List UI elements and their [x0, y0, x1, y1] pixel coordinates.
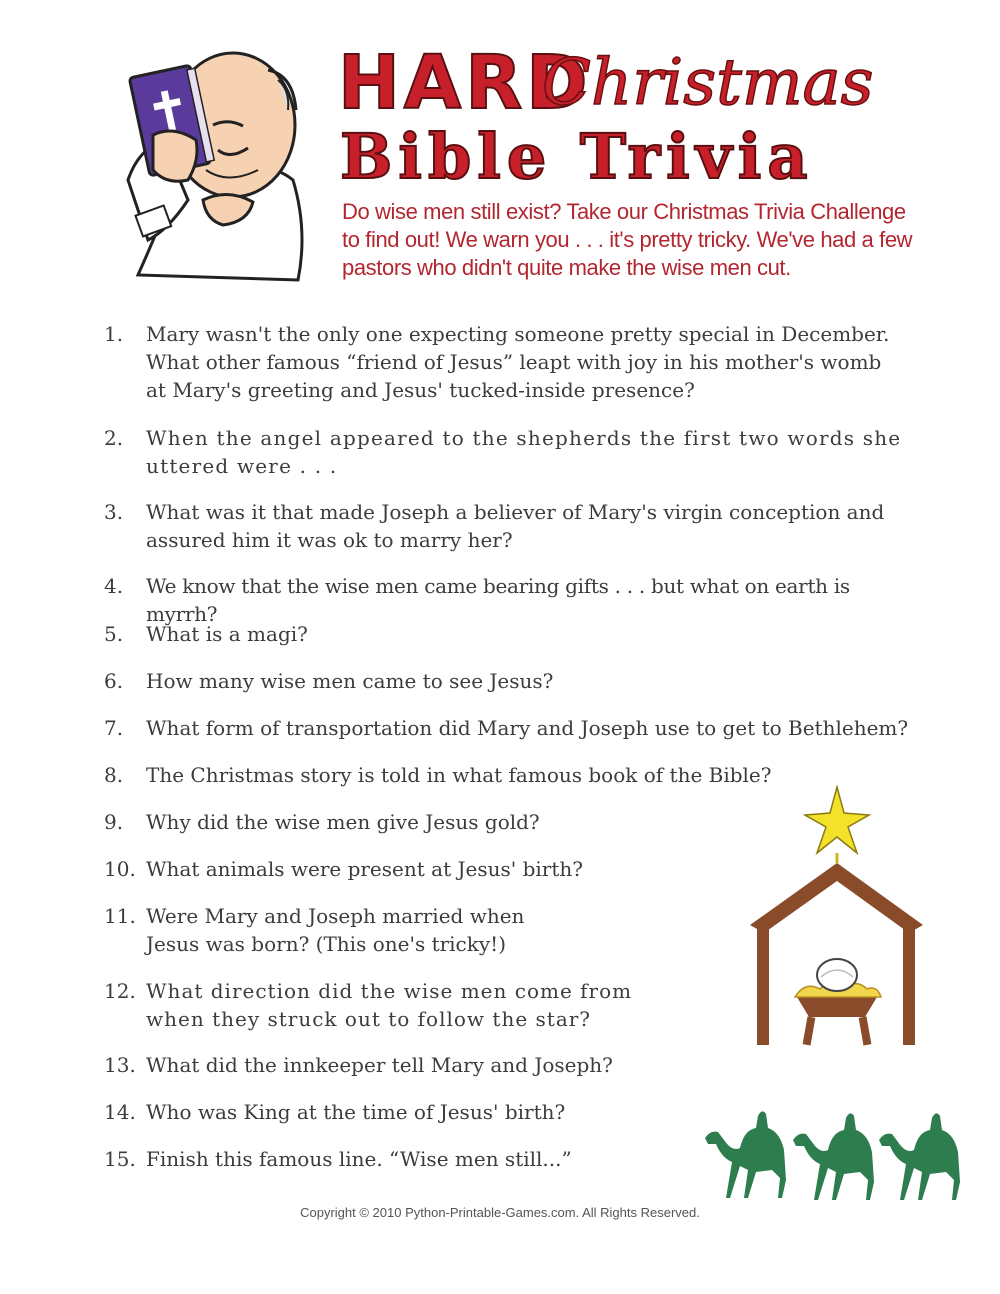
- question-text: What form of transportation did Mary and Joseph use to get to Bethlehem?: [146, 716, 909, 740]
- camel-1: [705, 1111, 786, 1198]
- intro-text: Do wise men still exist? Take our Christmas Trivia Challenge to find out! We warn you . . . it's pretty tricky. We've had a few pastors who didn't quite make the wise men cut.: [342, 199, 913, 280]
- copyright-footer: Copyright © 2010 Python-Printable-Games.com. All Rights Reserved.: [300, 1205, 700, 1220]
- question-number: 5.: [104, 622, 124, 646]
- question-text: What is a magi?: [146, 622, 308, 646]
- question-text: Why did the wise men give Jesus gold?: [146, 810, 540, 834]
- question-number: 9.: [104, 810, 124, 834]
- question-text: We know that the wise men came bearing gifts . . . but what on earth is myrrh?: [146, 574, 850, 626]
- question-text: How many wise men came to see Jesus?: [146, 669, 554, 693]
- title-christmas: Christmas: [542, 46, 874, 120]
- question-number: 14.: [104, 1100, 136, 1124]
- nativity-stable-illustration: [745, 785, 925, 1050]
- question-text: Finish this famous line. “Wise men still...”: [146, 1147, 572, 1171]
- question-text: What was it that made Joseph a believer of Mary's virgin conception and assured him it was ok to marry her?: [146, 500, 885, 552]
- camel-3: [879, 1113, 960, 1200]
- question-number: 11.: [104, 904, 136, 928]
- question-number: 6.: [104, 669, 124, 693]
- question-number: 15.: [104, 1147, 136, 1171]
- man-with-bible-illustration: [118, 30, 318, 285]
- question-text: Were Mary and Joseph married when Jesus was born? (This one's tricky!): [146, 904, 525, 956]
- title-bible-trivia: Bible Trivia: [340, 120, 814, 193]
- question-text: When the angel appeared to the shepherds the first two words she uttered were . . .: [146, 426, 902, 478]
- question-number: 12.: [104, 979, 136, 1003]
- question-number: 8.: [104, 763, 124, 787]
- title-hard: HARD: [338, 40, 592, 126]
- question-number: 13.: [104, 1053, 136, 1077]
- question-text: What did the innkeeper tell Mary and Joseph?: [146, 1053, 613, 1077]
- question-text: What animals were present at Jesus' birth?: [146, 857, 583, 881]
- question-number: 4.: [104, 574, 124, 598]
- question-text: What direction did the wise men come from when they struck out to follow the star?: [146, 979, 633, 1031]
- question-text: The Christmas story is told in what famous book of the Bible?: [146, 763, 772, 787]
- question-text: Mary wasn't the only one expecting someone pretty special in December. What other famous “friend of Jesus” leapt with joy in his mother's womb at Mary's greeting and Jesus' tucked-inside presence?: [146, 322, 890, 402]
- camel-2: [793, 1113, 874, 1200]
- question-number: 2.: [104, 426, 124, 450]
- question-text: Who was King at the time of Jesus' birth?: [146, 1100, 566, 1124]
- question-number: 10.: [104, 857, 136, 881]
- question-number: 1.: [104, 322, 124, 346]
- question-number: 7.: [104, 716, 124, 740]
- question-number: 3.: [104, 500, 124, 524]
- three-wise-men-camels-illustration: [700, 1100, 960, 1205]
